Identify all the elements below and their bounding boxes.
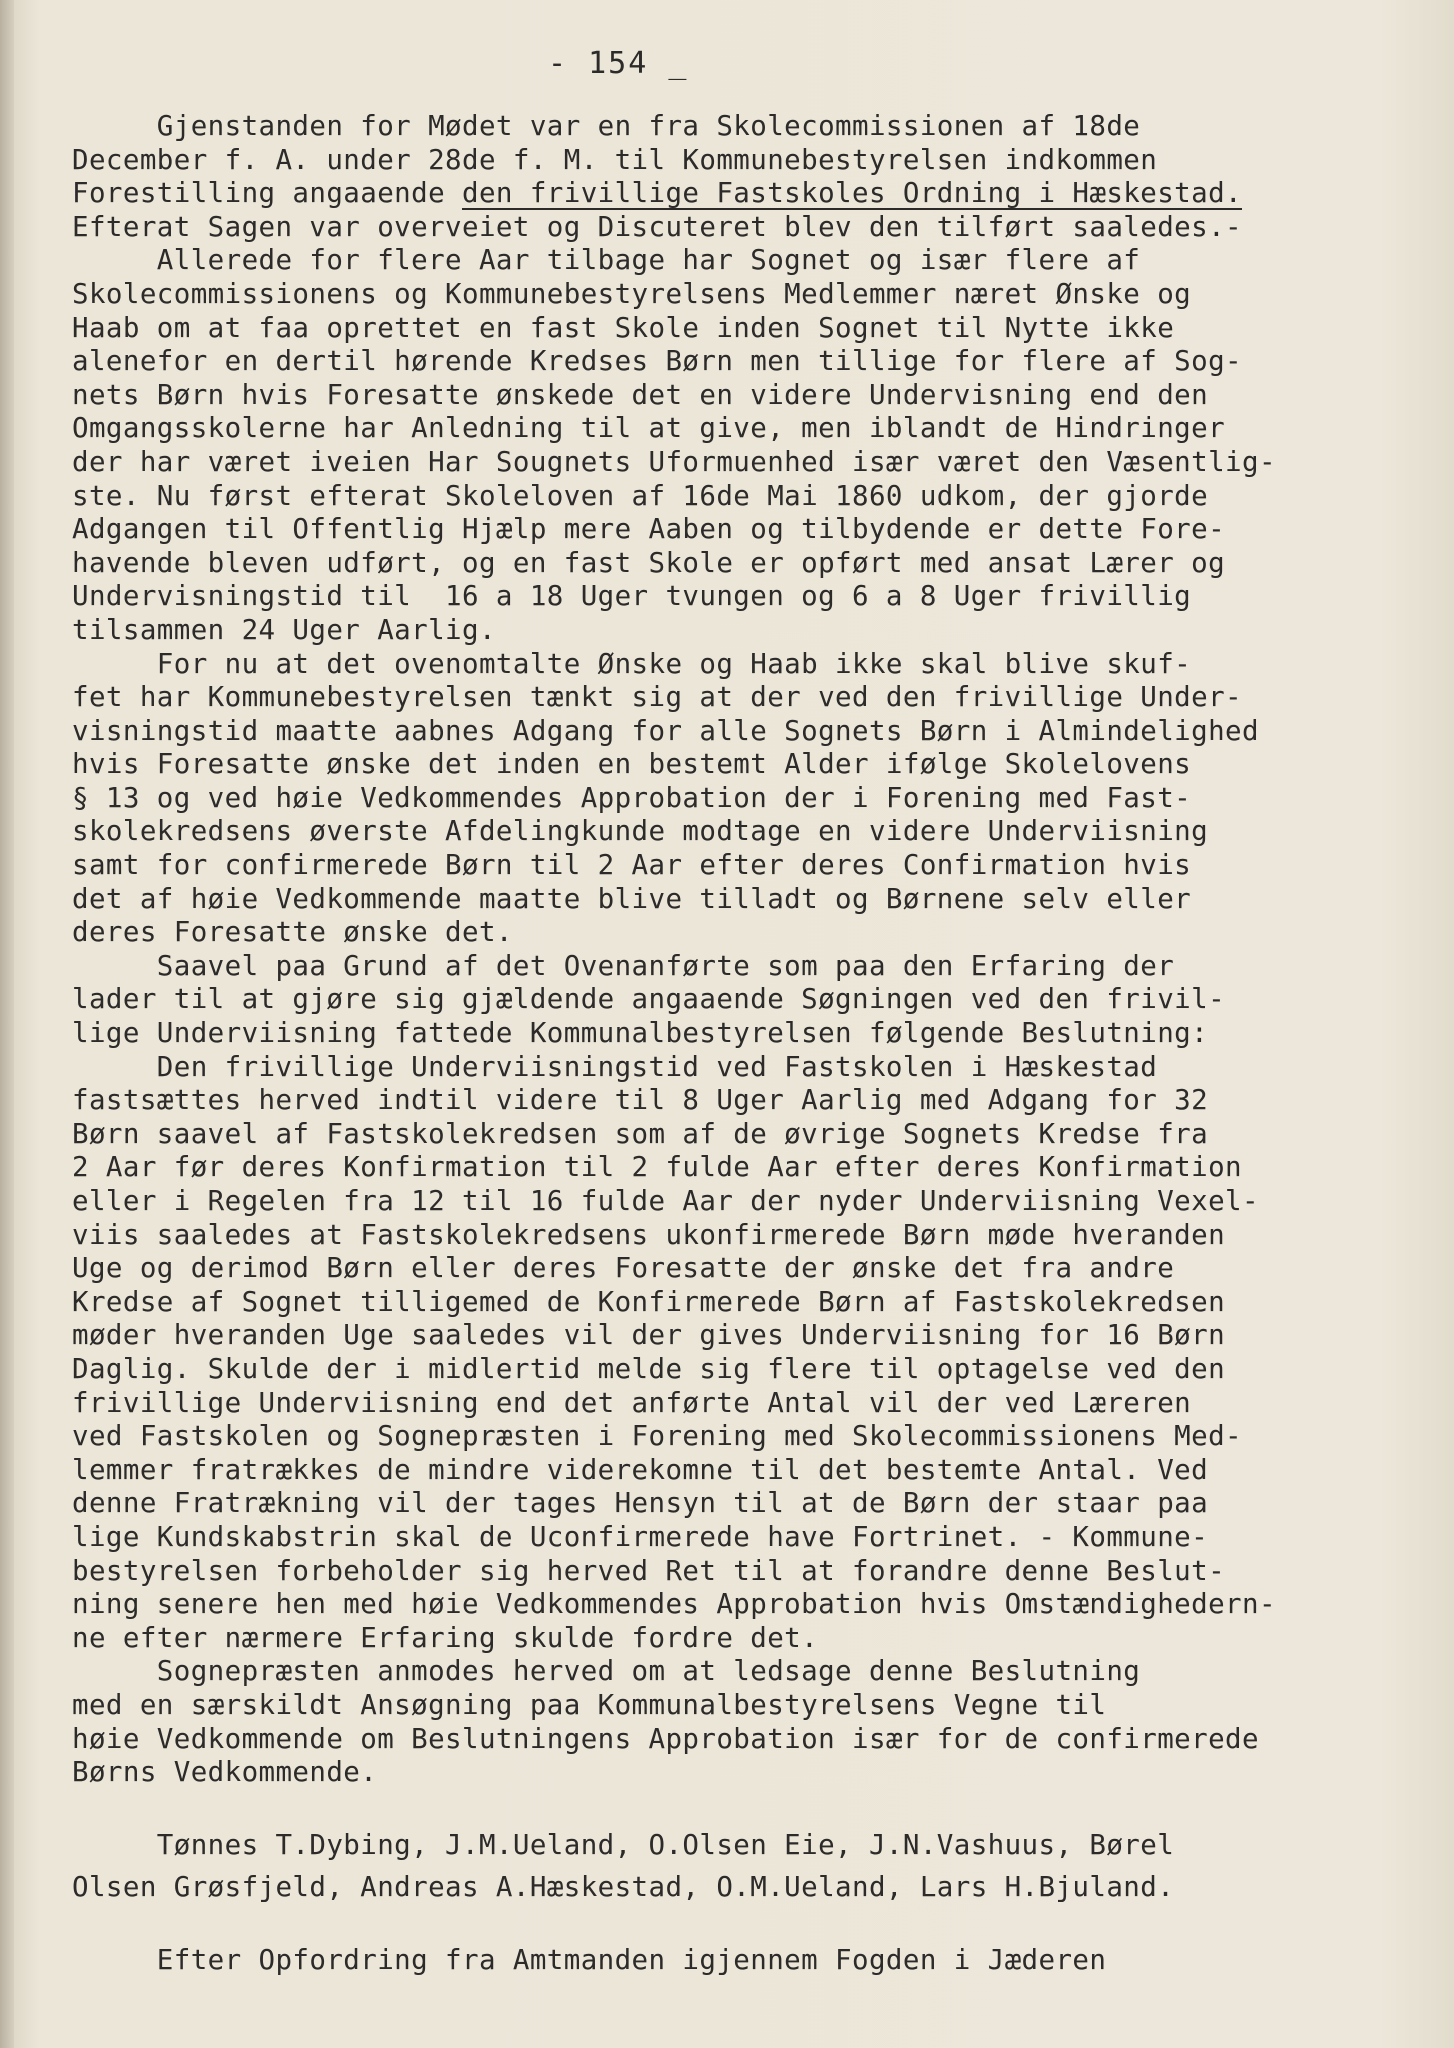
text-line-start: Forestilling angaaende (72, 177, 462, 210)
text-line: Haab om at faa oprettet en fast Skole inden Sognet til Nytte ikke (72, 311, 1175, 344)
text-line: Saavel paa Grund af det Ovenanførte som paa den Erfaring der (72, 949, 1175, 982)
text-line: Gjenstanden for Mødet var en fra Skolecommissionen af 18de (72, 110, 1141, 142)
text-line: alenefor en dertil hørende Kredses Børn men tillige for flere af Sog- (72, 345, 1242, 378)
text-line: Adgangen til Offentlig Hjælp mere Aaben og tilbydende er dette Fore- (72, 513, 1226, 546)
text-line: ste. Nu først efterat Skoleloven af 16de Mai 1860 udkom, der gjorde (72, 479, 1209, 512)
text-line: der har været iveien Har Sougnets Uformuenhed især været den Væsentlig- (72, 445, 1276, 478)
text-line: December f. A. under 28de f. M. til Kommunebestyrelsen indkommen (72, 143, 1158, 176)
text-line: For nu at det ovenomtalte Ønske og Haab ikke skal blive skuf- (72, 647, 1192, 680)
text-line: Efterat Sagen var overveiet og Discuteret blev den tilført saaledes.- (72, 210, 1242, 243)
text-line: fet har Kommunebestyrelsen tænkt sig at der ved den frivillige Under- (72, 681, 1242, 714)
text-line: Børn saavel af Fastskolekredsen som af de øvrige Sognets Kredse fra (72, 1117, 1209, 1150)
text-line: det af høie Vedkommende maatte blive tilladt og Børnene selv eller (72, 882, 1192, 915)
text-line: 2 Aar før deres Konfirmation til 2 fulde Aar efter deres Konfirmation (72, 1151, 1242, 1184)
text-line: Omgangsskolerne har Anledning til at give, men iblandt de Hindringer (72, 412, 1226, 445)
text-line: nets Børn hvis Foresatte ønskede det en videre Undervisning end den (72, 378, 1209, 411)
text-line: Skolecommissionens og Kommunebestyrelsens Medlemmer næret Ønske og (72, 277, 1192, 310)
text-line: Sognepræsten anmodes herved om at ledsage denne Beslutning (72, 1655, 1141, 1688)
text-line: lige Underviisning fattede Kommunalbestyrelsen følgende Beslutning: (72, 1017, 1209, 1050)
minutes-body (72, 110, 1432, 1790)
text-line: lemmer fratrækkes de mindre viderekomne til det bestemte Antal. Ved (72, 1453, 1209, 1486)
text-line: med en særskildt Ansøgning paa Kommunalbestyrelsens Vegne til (72, 1688, 1107, 1721)
text-line: Daglig. Skulde der i midlertid melde sig flere til optagelse ved den (72, 1352, 1226, 1385)
page-edge (0, 0, 14, 2048)
text-line: havende bleven udført, og en fast Skole er opført med ansat Lærer og (72, 546, 1226, 579)
text-line: bestyrelsen forbeholder sig herved Ret til at forandre denne Beslut- (72, 1554, 1226, 1587)
text-line: Børns Vedkommende. (72, 1756, 378, 1789)
text-line: tilsammen 24 Uger Aarlig. (72, 613, 496, 646)
text-line: møder hveranden Uge saaledes vil der gives Underviisning for 16 Børn (72, 1319, 1226, 1352)
text-line: deres Foresatte ønske det. (72, 916, 513, 949)
text-line: denne Fratrækning vil der tages Hensyn til at de Børn der staar paa (72, 1487, 1209, 1520)
page-number: - 154 _ (548, 46, 689, 81)
closing-line: Efter Opfordring fra Amtmanden igjennem Fogden i Jæderen (72, 1944, 1107, 1976)
text-line: viis saaledes at Fastskolekredsens ukonfirmerede Børn møde hveranden (72, 1218, 1226, 1251)
signature-line: Olsen Grøsfjeld, Andreas A.Hæskestad, O.M.Ueland, Lars H.Bjuland. (72, 1871, 1175, 1903)
text-line: Uge og derimod Børn eller deres Foresatte der ønske det fra andre (72, 1252, 1175, 1285)
text-line: Allerede for flere Aar tilbage har Sognet og især flere af (72, 244, 1141, 277)
text-line: lige Kundskabstrin skal de Uconfirmerede have Fortrinet. - Kommune- (72, 1520, 1209, 1553)
text-line: ved Fastskolen og Sognepræsten i Forening med Skolecommissionens Med- (72, 1420, 1242, 1453)
text-line: fastsættes herved indtil videre til 8 Uger Aarlig med Adgang for 32 (72, 1084, 1209, 1117)
text-line: ne efter nærmere Erfaring skulde fordre det. (72, 1621, 819, 1654)
text-line: visningstid maatte aabnes Adgang for alle Sognets Børn i Almindelighed (72, 714, 1259, 747)
text-line: hvis Foresatte ønske det inden en bestemt Alder ifølge Skolelovens (72, 748, 1192, 781)
signatures (72, 1824, 1432, 1908)
text-line: skolekredsens øverste Afdelingkunde modtage en videre Underviisning (72, 815, 1209, 848)
text-line: § 13 og ved høie Vedkommendes Approbation der i Forening med Fast- (72, 781, 1192, 814)
text-line: lader til at gjøre sig gjældende angaaende Søgningen ved den frivil- (72, 983, 1226, 1016)
text-line: Kredse af Sognet tilligemed de Konfirmerede Børn af Fastskolekredsen (72, 1285, 1226, 1318)
text-line: Den frivillige Underviisningstid ved Fastskolen i Hæskestad (72, 1050, 1158, 1083)
text-line: høie Vedkommende om Beslutningens Approbation især for de confirmerede (72, 1722, 1259, 1755)
text-line: samt for confirmerede Børn til 2 Aar efter deres Confirmation hvis (72, 849, 1192, 882)
text-line: frivillige Underviisning end det anførte Antal vil der ved Læreren (72, 1386, 1192, 1419)
text-line (72, 177, 1432, 211)
underlined-subject: den frivillige Fastskoles Ordning i Hæskestad. (462, 177, 1242, 210)
signature-line: Tønnes T.Dybing, J.M.Ueland, O.Olsen Eie, J.N.Vashuus, Børel (72, 1829, 1175, 1861)
text-line: Undervisningstid til 16 a 18 Uger tvungen og 6 a 8 Uger frivillig (72, 580, 1192, 613)
text-line: eller i Regelen fra 12 til 16 fulde Aar der nyder Underviisning Vexel- (72, 1185, 1259, 1217)
text-line: ning senere hen med høie Vedkommendes Approbation hvis Omstændighedern- (72, 1588, 1276, 1621)
